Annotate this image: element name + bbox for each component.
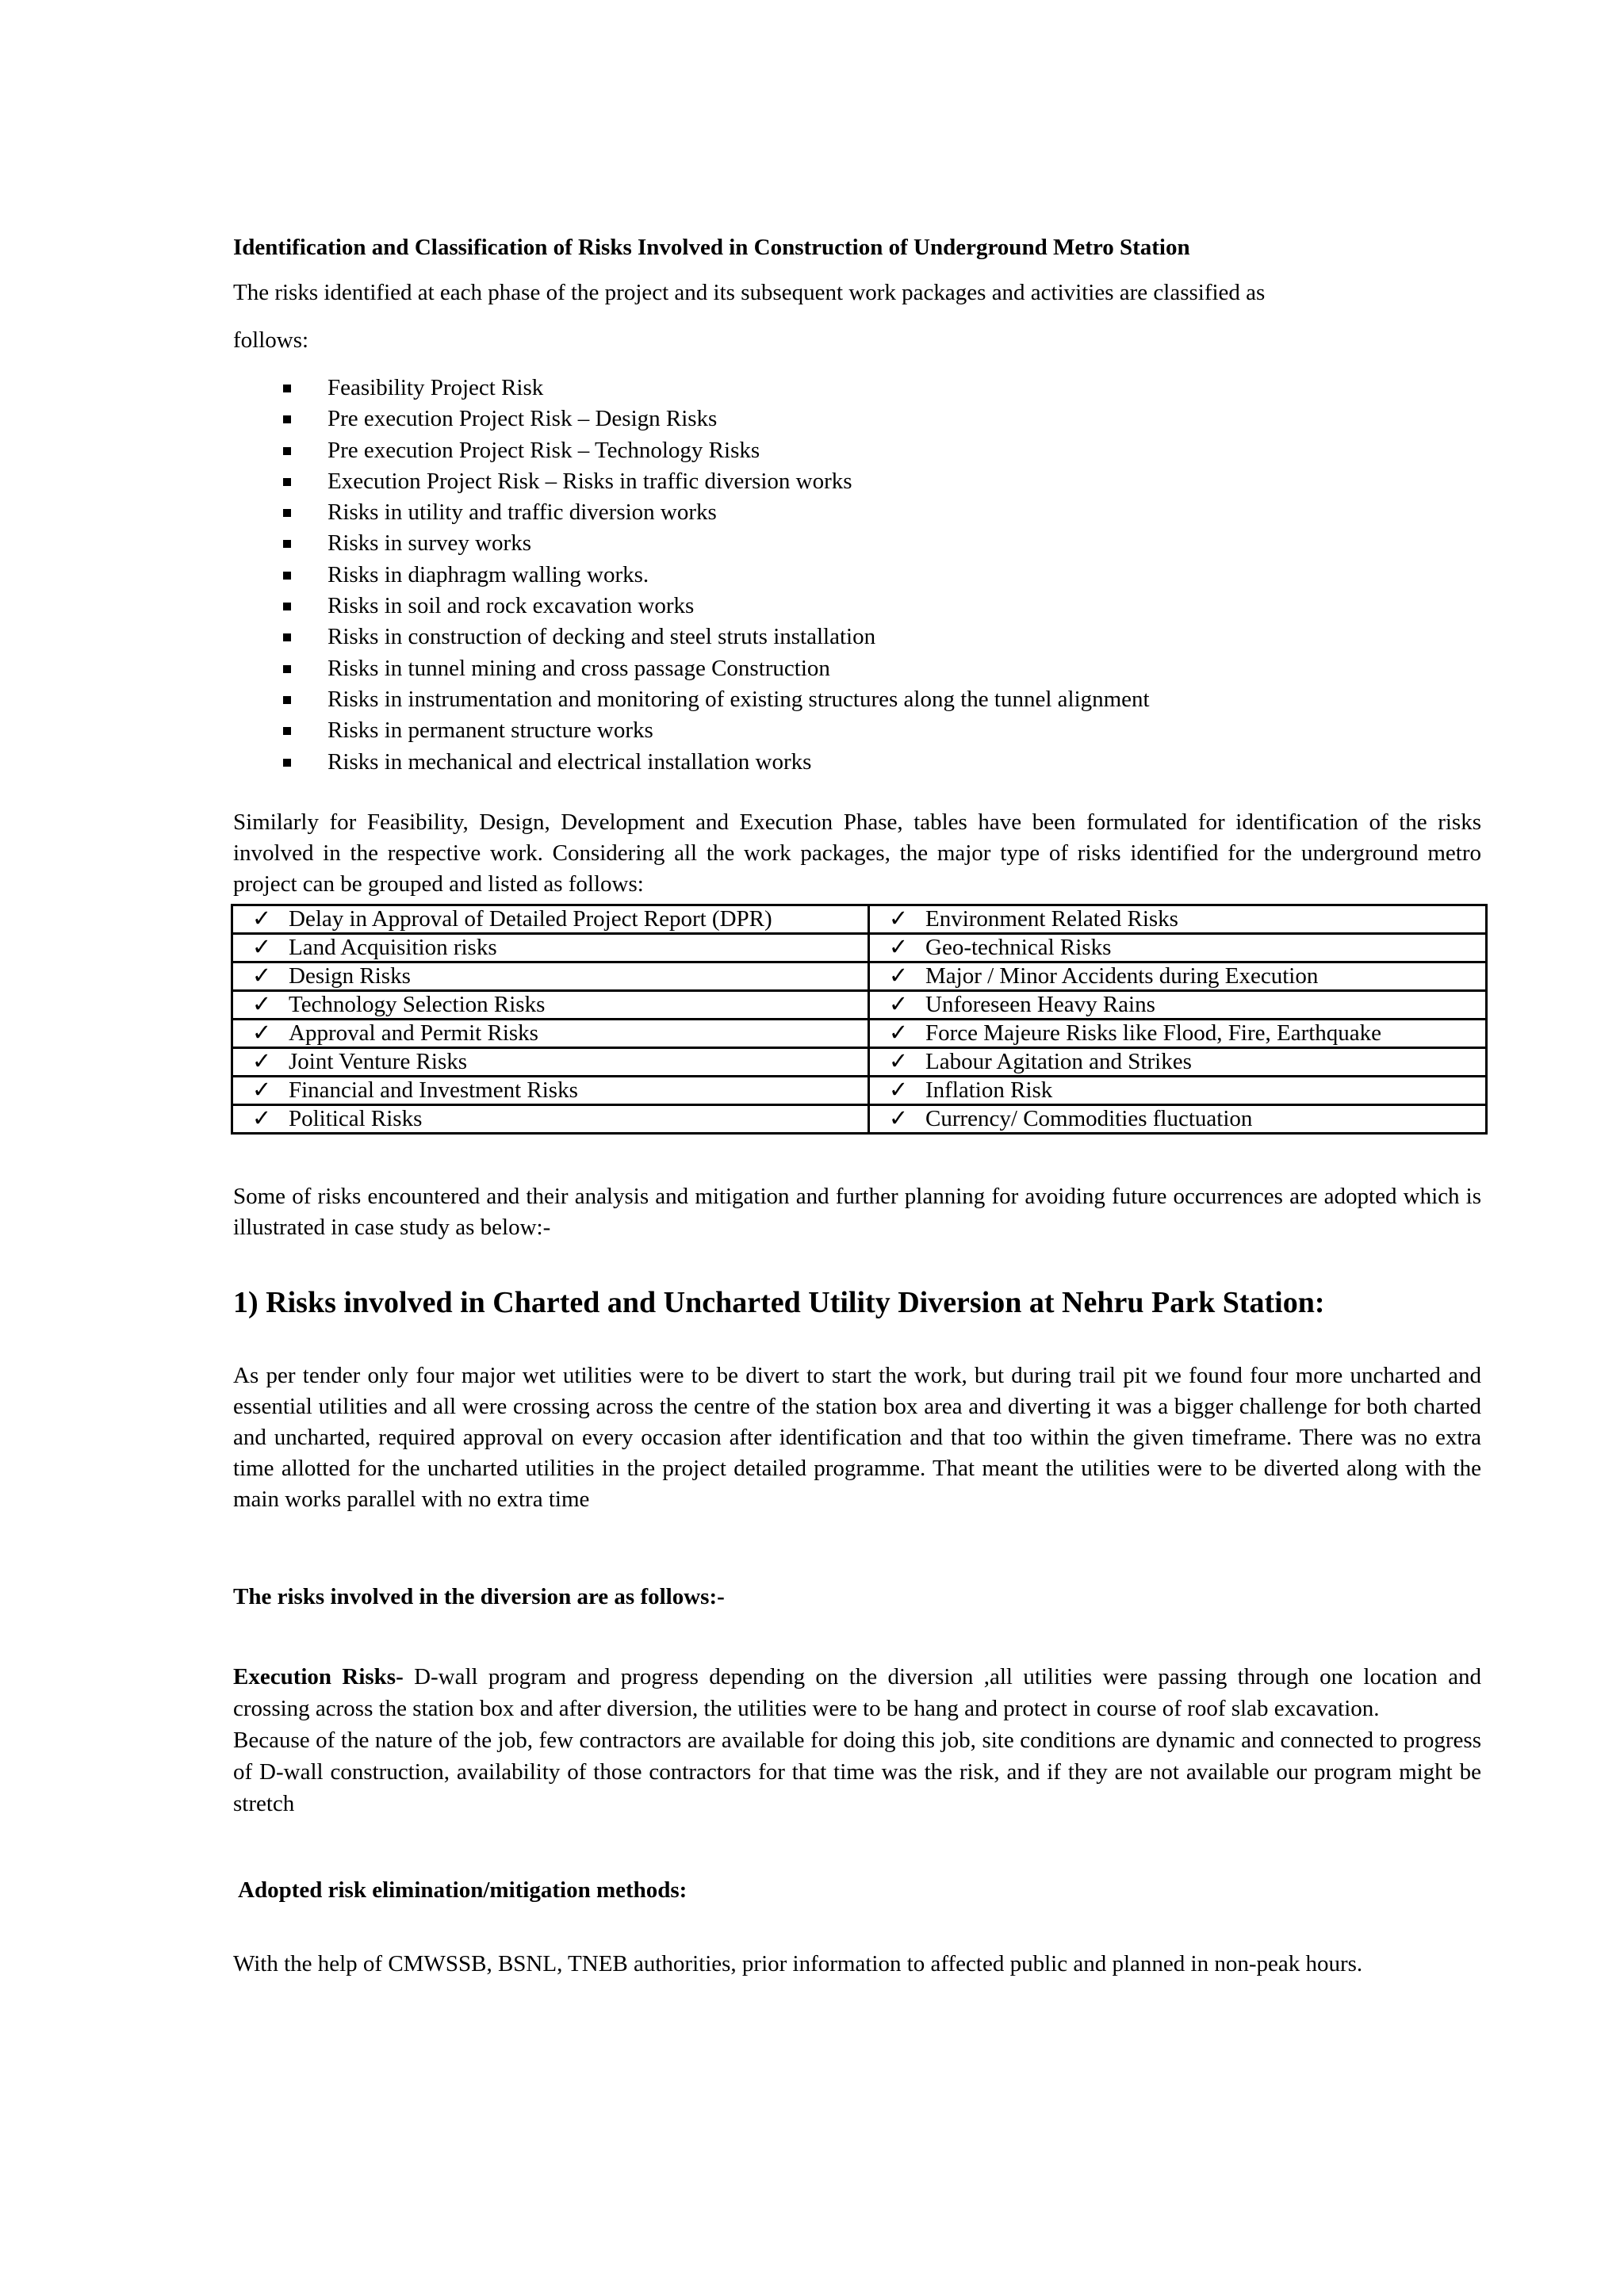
table-cell: ✓ Inflation Risk	[869, 1077, 1487, 1105]
table-cell: ✓ Joint Venture Risks	[232, 1048, 869, 1077]
checkmark-icon: ✓	[251, 992, 272, 1017]
case-study-intro-paragraph: Some of risks encountered and their analysis and mitigation and further planning for avoiding future occurrences are adopted which is illustrated in case study as below:-	[233, 1184, 1481, 1240]
square-bullet-icon	[283, 540, 291, 548]
square-bullet-icon	[283, 509, 291, 517]
risks-subheading: The risks involved in the diversion are as follows:-	[233, 1584, 725, 1609]
section-heading: 1) Risks involved in Charted and Uncharted Utility Diversion at Nehru Park Station:	[233, 1286, 1325, 1319]
list-item: Risks in instrumentation and monitoring of existing structures along the tunnel alignment	[233, 684, 1481, 715]
execution-risks-text: D-wall program and progress depending on the diversion ,all utilities were passing through one location and crossing across the station box and after diversion, the utilities were to be hang and protect in course of roof slab excavation.	[233, 1664, 1481, 1721]
table-row	[232, 1020, 1487, 1048]
list-item: Risks in survey works	[233, 528, 1481, 559]
checkmark-icon: ✓	[251, 1106, 272, 1131]
list-item: Risks in tunnel mining and cross passage Construction	[233, 653, 1481, 684]
table-cell: ✓ Design Risks	[232, 962, 869, 991]
table-cell: ✓ Unforeseen Heavy Rains	[869, 991, 1487, 1020]
table-cell: ✓ Geo-technical Risks	[869, 934, 1487, 962]
utility-diversion-paragraph: As per tender only four major wet utilities were to be divert to start the work, but during trail pit we found four more uncharted and essential utilities and all were crossing across the centre of the station box area and diverting it was a bigger challenge for both charted and uncharted, required approval on every occasion after identification and that too within the given timeframe. There was no extra time allotted for the uncharted utilities in the project detailed programme. That meant the utilities were to be diverted along with the main works parallel with no extra time	[233, 1363, 1481, 1512]
list-item: Pre execution Project Risk – Design Risks	[233, 404, 1481, 434]
table-row	[232, 1105, 1487, 1134]
table-cell: ✓ Environment Related Risks	[869, 905, 1487, 934]
execution-risks-label: Execution Risks-	[233, 1664, 404, 1689]
table-cell: ✓ Force Majeure Risks like Flood, Fire, Earthquake	[869, 1020, 1487, 1048]
list-item: Pre execution Project Risk – Technology Risks	[233, 435, 1481, 466]
list-item: Risks in utility and traffic diversion works	[233, 497, 1481, 528]
checkmark-icon: ✓	[888, 1077, 909, 1103]
square-bullet-icon	[283, 572, 291, 580]
list-item: Risks in construction of decking and steel struts installation	[233, 622, 1481, 652]
major-risks-table	[231, 904, 1488, 1135]
list-item: Risks in permanent structure works	[233, 715, 1481, 746]
table-row	[232, 991, 1487, 1020]
square-bullet-icon	[283, 478, 291, 486]
table-row	[232, 962, 1487, 991]
square-bullet-icon	[283, 727, 291, 735]
mitigation-paragraph: With the help of CMWSSB, BSNL, TNEB authorities, prior information to affected public and planned in non-peak hours.	[233, 1951, 1363, 1976]
checkmark-icon: ✓	[251, 1077, 272, 1103]
checkmark-icon: ✓	[888, 1049, 909, 1074]
checkmark-icon: ✓	[888, 906, 909, 932]
table-cell: ✓ Financial and Investment Risks	[232, 1077, 869, 1105]
square-bullet-icon	[283, 415, 291, 423]
square-bullet-icon	[283, 447, 291, 455]
execution-risks-paragraph	[233, 1661, 1481, 1820]
intro-text-line: The risks identified at each phase of the project and its subsequent work packages and activities are classified as	[233, 280, 1266, 305]
checkmark-icon: ✓	[251, 1020, 272, 1046]
checkmark-icon: ✓	[251, 906, 272, 932]
list-item: Risks in mechanical and electrical installation works	[233, 747, 1481, 778]
checkmark-icon: ✓	[251, 935, 272, 960]
risk-phase-list	[233, 373, 1481, 778]
table-row	[232, 1077, 1487, 1105]
list-item: Execution Project Risk – Risks in traffic diversion works	[233, 466, 1481, 497]
checkmark-icon: ✓	[888, 992, 909, 1017]
checkmark-icon: ✓	[888, 963, 909, 989]
checkmark-icon: ✓	[888, 935, 909, 960]
square-bullet-icon	[283, 603, 291, 610]
intro-text-line: follows:	[233, 327, 309, 353]
table-cell: ✓ Labour Agitation and Strikes	[869, 1048, 1487, 1077]
checkmark-icon: ✓	[251, 963, 272, 989]
mitigation-subheading: Adopted risk elimination/mitigation methods:	[238, 1877, 688, 1903]
square-bullet-icon	[283, 633, 291, 641]
table-cell: ✓ Currency/ Commodities fluctuation	[869, 1105, 1487, 1134]
square-bullet-icon	[283, 385, 291, 392]
checkmark-icon: ✓	[251, 1049, 272, 1074]
checkmark-icon: ✓	[888, 1020, 909, 1046]
table-cell: ✓ Technology Selection Risks	[232, 991, 869, 1020]
list-item: Risks in soil and rock excavation works	[233, 591, 1481, 622]
document-heading: Identification and Classification of Risks Involved in Construction of Underground Metro Station	[233, 235, 1190, 260]
table-cell: ✓ Approval and Permit Risks	[232, 1020, 869, 1048]
square-bullet-icon	[283, 696, 291, 704]
checkmark-icon: ✓	[888, 1106, 909, 1131]
table-row	[232, 934, 1487, 962]
table-row	[232, 1048, 1487, 1077]
table-row	[232, 905, 1487, 934]
table-cell: ✓ Major / Minor Accidents during Execution	[869, 962, 1487, 991]
square-bullet-icon	[283, 665, 291, 673]
list-item: Feasibility Project Risk	[233, 373, 1481, 404]
grouping-paragraph: Similarly for Feasibility, Design, Development and Execution Phase, tables have been formulated for identification of the risks involved in the respective work. Considering all the work packages, the major type of risks identified for the underground metro project can be grouped and listed as follows:	[233, 809, 1481, 897]
table-cell: ✓ Political Risks	[232, 1105, 869, 1134]
table-cell: ✓ Land Acquisition risks	[232, 934, 869, 962]
execution-risks-text-continued: Because of the nature of the job, few contractors are available for doing this job, site conditions are dynamic and connected to progress of D-wall construction, availability of those contractors for that time was the risk, and if they are not available our program might be stretch	[233, 1728, 1481, 1816]
table-cell: ✓ Delay in Approval of Detailed Project Report (DPR)	[232, 905, 869, 934]
square-bullet-icon	[283, 759, 291, 767]
list-item: Risks in diaphragm walling works.	[233, 560, 1481, 591]
